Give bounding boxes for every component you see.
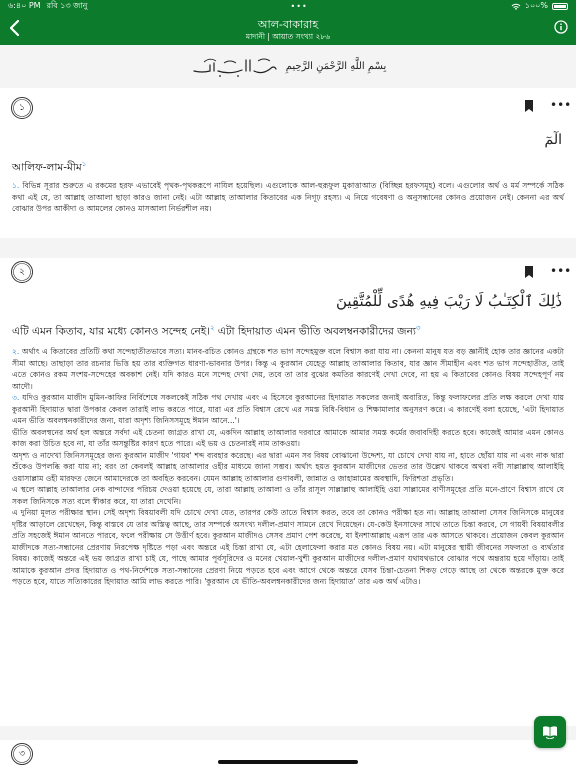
bookmark-icon[interactable]: [524, 266, 534, 278]
ayah-arabic: ذَٰلِكَ ٱلْكِتَـٰبُ لَا رَيْبَ فِيهِ هُدًى لِّلْمُتَّقِينَ: [335, 292, 562, 310]
tafsir-paragraph: [12, 392, 564, 427]
status-bar: [0, 0, 576, 13]
surah-info: মাদানী | আয়াত সংখ্যা ২৮৬: [245, 32, 331, 41]
ayah-number: ১: [19, 103, 25, 113]
tafsir-text: অদৃশ্য ও নাদেখা জিনিসসমূহের জন্য কুরআন মাজীদ 'গায়ব' শব্দ ব্যবহার করেছে। এর দ্বারা এমন সব বিষয় বোঝানো উদ্দেশ্য, যা চোখে দেখা যায় না, হাতে ছোঁয়া যায় না এবং নাক দ্বারা শুঁকেও উপলব্ধি করা যায় না; বরং তা কেবলই আল্লাহ তাআলার ওহীর মাধ্যমে জানা সম্ভব। অর্থাৎ হয়ত কুরআন মাজীদের ভেতর তার উল্লেখ থাকবে অথবা নবী সাল্লাল্লাহু আলাইহি ওয়াসাল্লাম ওহী মারফত জেনে আমাদেরকে তা অবহিত করবেন। যেমন আল্লাহ তাআলার গুণাবলী, জান্নাত ও জাহান্নামের অবস্থাদি, ফিরিশতা প্রভৃতি।: [12, 450, 564, 483]
app-header: [0, 13, 576, 45]
footnote-number: ৩.: [12, 393, 20, 402]
translation-text: এটা হিদায়াত এমন ভীতি অবলম্বনকারীদের জন্য: [214, 325, 416, 338]
tafsir-text: এ স্থলে আল্লাহ তাআলার নেক বান্দাদের পরিচয় দেওয়া হয়েছে যে, তারা আল্লাহ তাআলা ও তাঁর রাসূল সাল্লাল্লাহু আলাইহি ওয়া সাল্লামের বাণীসমূহের প্রতি মনে-প্রাণে বিশ্বাস রাখে যে সকল জিনিসকে সত্য বলে স্বীকার করে, যা তারা দেখেনি।: [12, 485, 564, 506]
translation-text: আলিফ-লাম-মীম: [12, 161, 82, 174]
status-time: ৬:৪০ PM: [8, 1, 41, 10]
ayah-translation: [12, 158, 564, 178]
bismillah-calligraphy: [190, 51, 280, 81]
bismillah-banner: [0, 45, 576, 87]
bismillah-text: بِسْمِ اللَّهِ الرَّحْمَنِ الرَّحِيمِ: [285, 60, 387, 72]
tafsir-text: বিভিন্ন সূরার শুরুতে এ রকমের হরফ এভাবেই পৃথক-পৃথকরূপে নাযিল হয়েছিল। এগুলোকে আল-হুরূফুল মুকাত্তাআত (বিচ্ছিন্ন হরফসমূহ) বলে। এগুলোর অর্থ ও মর্ম সম্পর্কে সঠিক কথা এই যে, তা আল্লাহ তাআলা ছাড়া কারও জানা নেই। এটা আল্লাহ তাআলার কিতাবের এক নিগূঢ় রহস্য। এ নিয়ে গবেষণা ও অনুসন্ধানের কোনও প্রয়োজন নেই। কেননা এর অর্থ বোঝার উপর আকীদা ও আমলের কোনও মাসআলা নির্ভরশীল নয়।: [12, 181, 564, 213]
reading-mode-button[interactable]: [534, 716, 566, 748]
tafsir-notes: [12, 346, 564, 588]
ayah-number-badge: [10, 742, 34, 766]
tafsir-paragraph: [12, 450, 564, 485]
footnote-ref[interactable]: ২: [209, 324, 215, 332]
tafsir-text: যদিও কুরআন মাজীদ মুমিন-কাফির নির্বিশেষে সকলকেই সঠিক পথ দেখায় এবং এ হিসেবে কুরআনের হিদায়াত সকলের জন্যই অবারিত, কিন্তু ফলাফলের প্রতি লক্ষ করলে দেখা যায় কুরআনী হিদায়াত দ্বারা উপকার কেবল তারাই লাভ করতে পারে, যারা এর প্রতি বিশ্বাস রেখে এর সমস্ত বিধি-বিধান ও শিক্ষামালার অনুসরণ করে। এ কারণেই বলা হয়েছে, 'এটা হিদায়াত এমন ভীতি অবলম্বনকারীদের জন্য, যারা অদৃশ্য জিনিসসমূহে ঈমান আনে...'।: [12, 393, 564, 425]
more-icon[interactable]: •••: [550, 264, 572, 278]
ayah-card: [0, 258, 576, 726]
ayah-card: [0, 88, 576, 238]
tafsir-notes: [12, 180, 564, 215]
tafsir-text: এ দুনিয়া মূলত পরীক্ষার স্থান। সেই অদৃশ্য বিষয়াবলী যদি চোখে দেখা যেত, তারপর কেউ তাতে বিশ্বাস করত, তবে তা কোনও পরীক্ষা হত না। আল্লাহ তাআলা সেসব জিনিসকে মানুষের দৃষ্টির আড়ালে রেখেছেন, কিন্তু বাস্তবে যে তার অস্তিত্ব আছে, তার সম্পর্কে অসংখ্য দলীল-প্রমাণ সামনে রেখে দিয়েছেন। যে-কেউ ইনসাফের সাথে তাতে চিন্তা করবে, সে গায়বী বিষয়াবলীর প্রতি সহজেই ঈমান আনতে পারবে, ফলে পরীক্ষায় সে উত্তীর্ণ হবে। কুরআন মাজীদও সেসব প্রমাণ পেশ করেছে, যা ইনশাআল্লাহ এরূপ তার এক আসতে থাকবে। প্রয়োজন কেবল কুরআন মাজীদকে সত্য-সন্ধানের প্রেরণায় নিরপেক্ষ দৃষ্টিতে পড়া এবং অন্তরে এই চিন্তা রাখা যে, এটা হেলাফেলা করার মত কোনও বিষয় নয়। এটা মানুষের স্থায়ী জীবনের সফলতা ও ব্যর্থতার বিষয়। কাজেই অন্তরে এই ভয় জাগ্রত রাখা চাই যে, পাছে আমার পূর্বসূরিদের ও মনের খেয়াল-খুশী কুরআন মাজীদের দলীল-প্রমাণ যথাযথভাবে বোঝার পথে অন্তরায় হয়ে দাঁড়ায়। তাই আমাকে কুরআন প্রদত্ত হিদায়াত ও পথ-নির্দেশকে সত্য-সন্ধানের প্রেরণা নিয়ে পড়তে হবে এবং আগে থেকে অন্তরে যেসব চিন্তা-চেতনা শিকড় গেড়ে আছে তা থেকে অন্তরকে মুক্ত করে পড়তে হবে, যাতে সত্যিকারের হিদায়াত আমি লাভ করতে পারি। 'কুরআন যে ভীতি-অবলম্বনকারীদের জন্য হিদায়াত' তার এক অর্থ এটাও।: [12, 508, 564, 586]
tafsir-text: ভীতি অবলম্বনের অর্থ হল অন্তরে সর্বদা এই চেতনা জাগ্রত রাখা যে, একদিন আল্লাহ তাআলার দরবারে আমাকে আমার সমস্ত কর্মের জবাবদিহী করতে হবে। কাজেই আমার এমন কোনও কাজ করা উচিত হবে না, যা তাঁর অসন্তুষ্টির কারণ হতে পারে। এই ভয় ও চেতনারই নাম তাকওয়া।: [12, 427, 564, 448]
ayah-number: ২: [19, 267, 25, 277]
footnote-number: ১.: [12, 181, 20, 190]
home-indicator[interactable]: [218, 760, 358, 764]
translation-text: এটি এমন কিতাব, যার মধ্যে কোনও সন্দেহ নেই।: [12, 325, 210, 338]
tafsir-paragraph: [12, 180, 564, 215]
tafsir-paragraph: [12, 346, 564, 392]
ayah-number-badge: [10, 260, 34, 284]
more-icon[interactable]: •••: [550, 98, 572, 112]
battery-percent: ১০০%: [524, 1, 548, 10]
book-icon: [542, 725, 558, 739]
tafsir-paragraph: [12, 484, 564, 507]
multitask-dots[interactable]: •••: [290, 2, 308, 11]
footnote-number: ২.: [12, 347, 20, 356]
wifi-icon: [511, 3, 521, 11]
page-title: আল-বাকারাহ: [257, 18, 319, 31]
ayah-number: ৩: [19, 749, 25, 759]
bookmark-icon[interactable]: [524, 100, 534, 112]
ayah-translation: [12, 322, 564, 342]
tafsir-paragraph: [12, 507, 564, 588]
status-date: রবি ১৩ জানু: [46, 1, 88, 10]
ayah-arabic: الٓمٓ: [544, 132, 562, 148]
tafsir-paragraph: [12, 427, 564, 450]
tafsir-text: অর্থাৎ এ কিতাবের প্রতিটি কথা সন্দেহাতীতভাবে সত্য। মানব-রচিত কোনও গ্রন্থকে শত ভাগ সন্দেহমুক্ত বলে বিশ্বাস করা যায় না। কেননা মানুষ যত বড় জ্ঞানীই হোক তার জ্ঞানের একটা সীমা আছে। তাছাড়া তার রচনার ভিত্তি হয় তার ব্যক্তিগত ধারণা-ভাবনার উপর। কিন্তু এ কুরআন যেহেতু আল্লাহ তাআলার কিতাব, যার জ্ঞান সীমাহীন এবং শত ভাগ সন্দেহাতীত, তাই এতে কোনও রকম সংশয়-সন্দেহের অবকাশ নেই। যদি কারও মনে সন্দেহ দেখা দেয়, তবে তা তার বুঝের কমতির কারণেই দেখা দেবে, না হয় এ কিতাবের কোনও বিষয় সন্দেহপূর্ণ নয় আদৌ।: [12, 347, 564, 391]
info-icon[interactable]: [554, 20, 568, 34]
footnote-ref[interactable]: ১: [81, 160, 87, 168]
battery-icon: [552, 3, 568, 10]
footnote-ref[interactable]: ৩: [415, 324, 421, 332]
ayah-number-badge: [10, 96, 34, 120]
